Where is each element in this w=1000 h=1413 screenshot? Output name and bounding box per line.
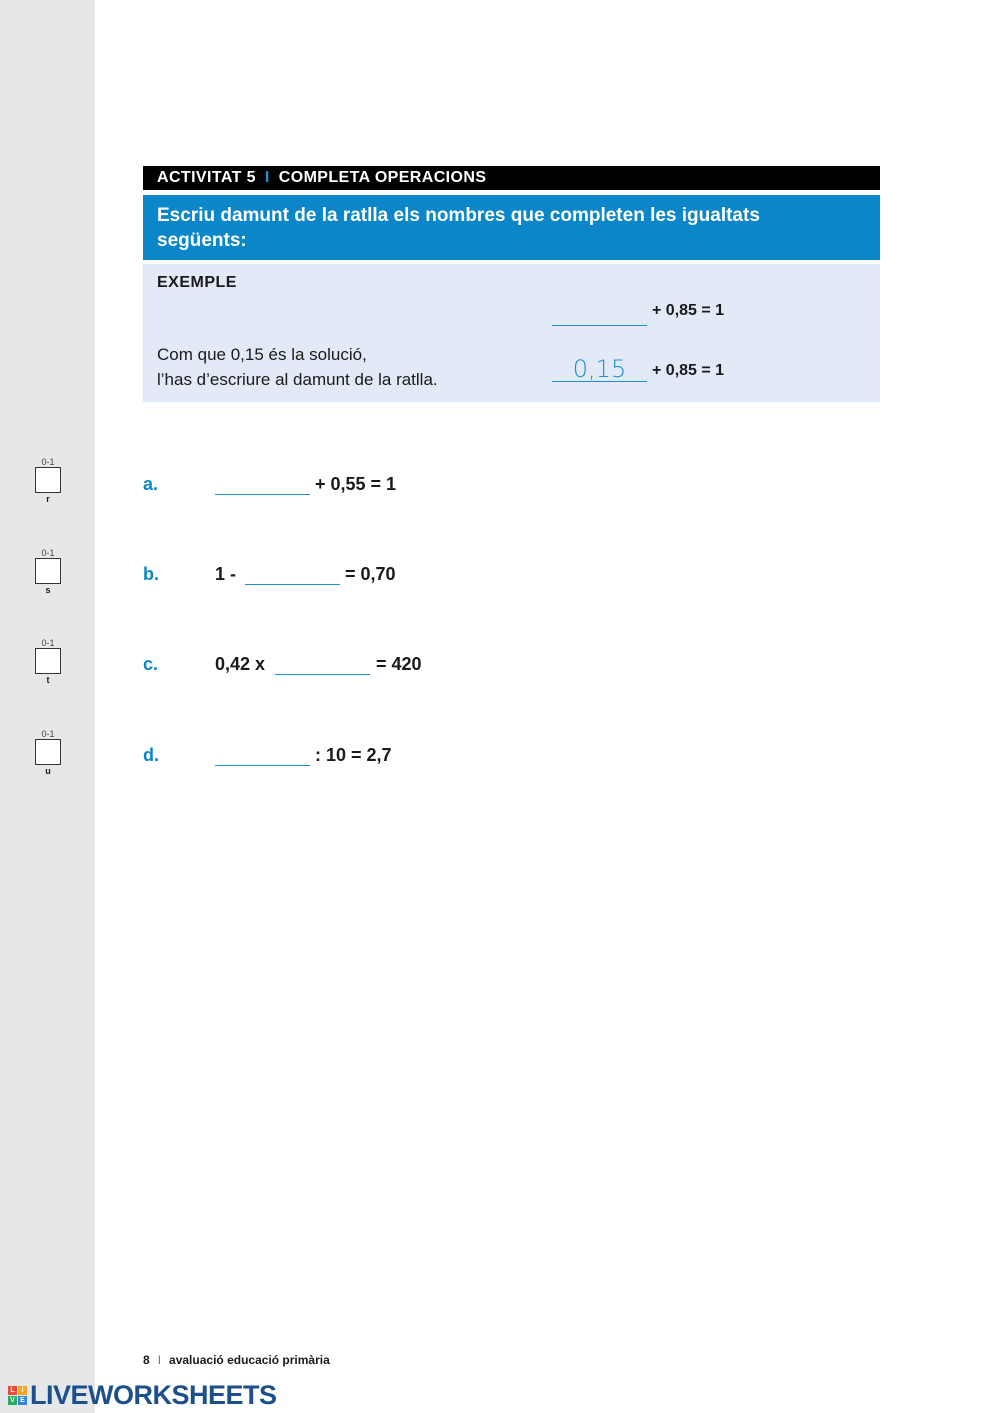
score-range: 0-1: [41, 638, 55, 648]
instruction-banner: Escriu damunt de la ratlla els nombres que completen les igualtats següents:: [143, 195, 880, 260]
activity-title: COMPLETA OPERACIONS: [278, 169, 487, 186]
example-explanation-line-2: l’has d’escriure al damunt de la ratlla.: [157, 370, 438, 389]
example-box: [143, 264, 880, 402]
logo-tile-v: V: [8, 1396, 17, 1405]
liveworksheets-logo: [8, 1380, 277, 1410]
score-checkbox[interactable]: [35, 558, 61, 584]
exercise-after: = 420: [376, 654, 422, 674]
page-number: 8: [143, 1353, 150, 1367]
score-letter: u: [45, 766, 51, 776]
example-answer: 0,15: [572, 355, 627, 383]
score-box-t: [35, 638, 61, 685]
page-footer: [143, 1353, 330, 1367]
left-margin-strip: [0, 0, 95, 1413]
activity-header: [143, 166, 880, 190]
header-separator: I: [264, 169, 270, 186]
score-range: 0-1: [41, 457, 55, 467]
exercise-before: 1 -: [215, 564, 237, 584]
logo-tile-e: E: [18, 1396, 27, 1405]
score-box-s: [35, 548, 61, 595]
score-range: 0-1: [41, 548, 55, 558]
score-range: 0-1: [41, 729, 55, 739]
exercise-after: : 10 = 2,7: [315, 745, 392, 765]
score-checkbox[interactable]: [35, 467, 61, 493]
exercise-label: c.: [143, 654, 159, 674]
footer-text: avaluació educació primària: [169, 1353, 330, 1367]
answer-input-b[interactable]: [245, 558, 340, 585]
exercise-after: = 0,70: [345, 564, 396, 584]
logo-text: LIVEWORKSHEETS: [30, 1379, 277, 1410]
answer-input-a[interactable]: [215, 468, 310, 495]
example-blank-line: [552, 325, 647, 326]
answer-input-d[interactable]: [215, 739, 310, 766]
example-title: EXEMPLE: [157, 274, 237, 291]
score-box-u: [35, 729, 61, 776]
example-explanation: [157, 342, 438, 392]
activity-number: ACTIVITAT 5: [157, 169, 256, 186]
answer-input-c[interactable]: [275, 648, 370, 675]
example-explanation-line-1: Com que 0,15 és la solució,: [157, 345, 367, 364]
score-letter: t: [46, 675, 50, 685]
score-letter: s: [45, 585, 51, 595]
score-checkbox[interactable]: [35, 648, 61, 674]
example-equation-2: + 0,85 = 1: [652, 362, 725, 379]
example-answer-line: [552, 381, 647, 382]
score-checkbox[interactable]: [35, 739, 61, 765]
exercise-label: b.: [143, 564, 159, 584]
score-letter: r: [46, 494, 50, 504]
exercise-label: a.: [143, 474, 159, 494]
logo-tile-l: L: [8, 1386, 17, 1395]
score-box-r: [35, 457, 61, 504]
example-equation-1: + 0,85 = 1: [652, 302, 725, 319]
exercise-label: d.: [143, 745, 159, 765]
footer-separator: I: [157, 1353, 162, 1367]
exercise-after: + 0,55 = 1: [315, 474, 397, 494]
logo-tile-i: I: [18, 1386, 27, 1395]
logo-icon: [8, 1386, 27, 1405]
exercise-before: 0,42 x: [215, 654, 266, 674]
